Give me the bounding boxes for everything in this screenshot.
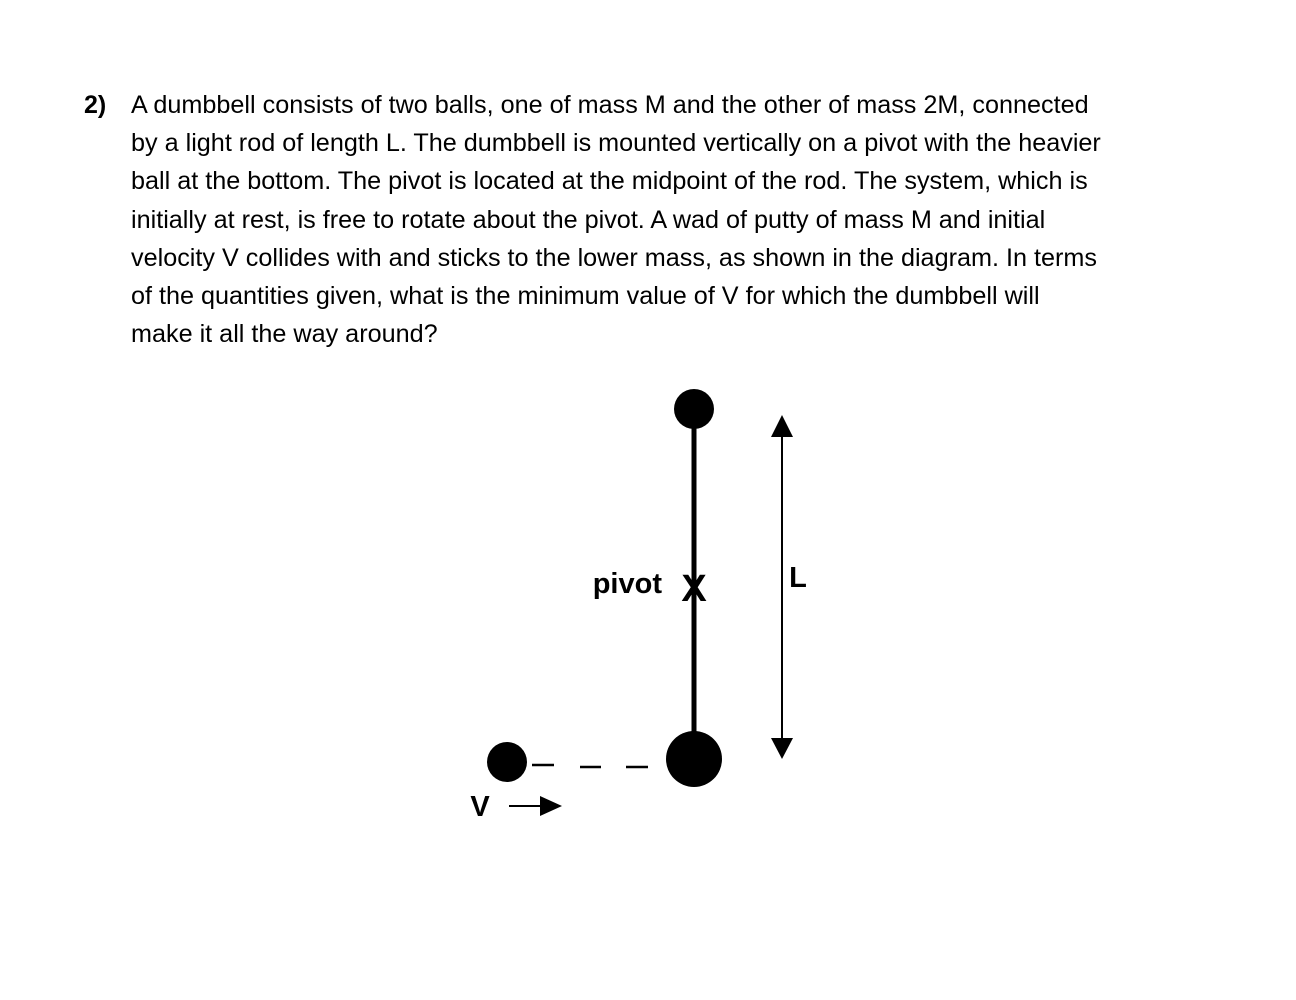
- velocity-label: V: [470, 791, 490, 823]
- problem-line: by a light rod of length L. The dumbbell is mounted vertically on a pivot with the heavier: [131, 129, 1101, 158]
- pivot-label: pivot: [592, 568, 662, 600]
- putty-path-dashes: [532, 765, 648, 767]
- problem-number: 2): [84, 91, 107, 119]
- putty-wad: [487, 742, 527, 782]
- bottom-ball-mass-2m: [666, 731, 722, 787]
- velocity-arrow-head: [540, 796, 562, 816]
- problem-line: of the quantities given, what is the minimum value of V for which the dumbbell will: [131, 282, 1040, 311]
- length-arrow-top-head: [771, 415, 793, 437]
- problem-line: ball at the bottom. The pivot is located at the midpoint of the rod. The system, which is: [131, 167, 1088, 196]
- length-arrow-bottom-head: [771, 738, 793, 759]
- length-label: L: [789, 562, 807, 594]
- top-ball-mass-m: [674, 389, 714, 429]
- problem-line: make it all the way around?: [131, 320, 438, 349]
- pivot-mark: X: [681, 568, 707, 610]
- problem-line: initially at rest, is free to rotate about the pivot. A wad of putty of mass M and initial: [131, 205, 1046, 234]
- velocity-arrow: [509, 796, 562, 816]
- problem-line: velocity V collides with and sticks to the lower mass, as shown in the diagram. In terms: [131, 243, 1097, 272]
- problem-line: A dumbbell consists of two balls, one of mass M and the other of mass 2M, connected: [131, 91, 1089, 119]
